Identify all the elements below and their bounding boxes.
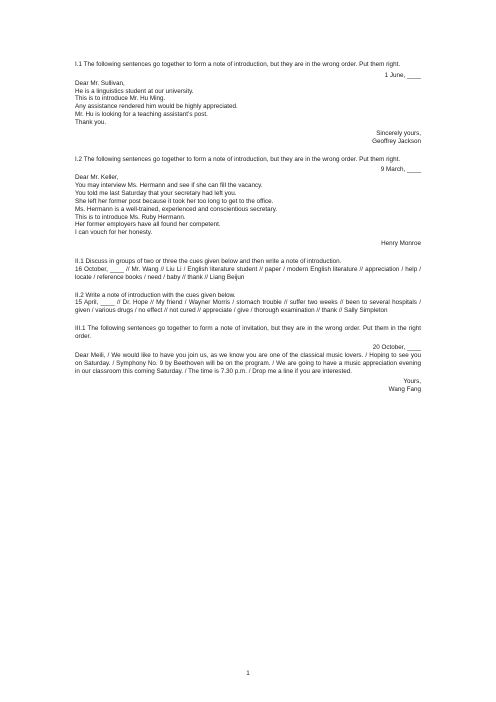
section-i2-line: She left her former post because it took her too long to get to the office. <box>75 197 274 205</box>
section-iii1-closing: Yours, <box>403 378 421 386</box>
section-i1-line: He is a linguistics student at our university. <box>75 87 194 95</box>
section-i2-line: You may interview Ms. Hermann and see if she can fill the vacancy. <box>75 182 263 190</box>
section-i1-line: Thank you. <box>75 119 107 127</box>
section-i2 <box>75 156 421 248</box>
section-i1-line: Mr. Hu is looking for a teaching assistant’s post. <box>75 111 208 119</box>
section-i2-instruction: I.2 The following sentences go together to form a note of introduction, but they are in the wrong order. Put them right. <box>75 155 401 163</box>
section-i1-closing: Sincerely yours, <box>376 129 421 137</box>
section-ii2-instruction: II.2 Write a note of introduction with the cues given below. <box>75 291 236 299</box>
section-i2-line: I can vouch for her honesty. <box>75 229 153 237</box>
section-i2-date: 9 March, ____ <box>380 166 421 174</box>
section-iii1-date: 20 October, ____ <box>372 343 421 351</box>
document-content <box>75 61 421 394</box>
section-i2-line: Her former employers have all found her competent. <box>75 221 221 229</box>
section-ii1-instruction: II.1 Discuss in groups of two or three the cues given below and then write a note of introduction. <box>75 258 342 266</box>
section-iii1-body: Dear Meili, / We would like to have you join us, as we know you are one of the classical music lovers. / Hoping to see you on Saturday. / Symphony No. 9 by Beethoven will be on the program. / We are going to have a music appreciation evening in our classroom this coming Saturday. / The time is 7.30 p.m. / Drop me a line if you are interested. <box>75 351 421 375</box>
section-i2-line: Dear Mr. Keller, <box>75 174 119 182</box>
section-i2-line: Ms. Hermann is a well-trained, experienced and conscientious secretary. <box>75 205 278 213</box>
section-i1 <box>75 61 421 146</box>
section-ii2 <box>75 292 421 316</box>
section-i2-signature: Henry Monroe <box>381 240 421 248</box>
section-i1-line: This is to introduce Mr. Hu Ming. <box>75 95 166 103</box>
section-i1-instruction: I.1 The following sentences go together to form a note of introduction, but they are in the wrong order. Put them right. <box>75 61 401 68</box>
section-i1-line: Dear Mr. Sullivan, <box>75 79 125 87</box>
section-i1-date: 1 June, ____ <box>384 71 421 79</box>
section-iii1-signature: Wang Fang <box>388 386 421 394</box>
section-ii1 <box>75 258 421 282</box>
section-i2-line: You told me last Saturday that your secretary had left you. <box>75 190 237 198</box>
section-ii2-cues: 15 April, ____ // Dr. Hope // My friend / Wayner Morris / stomach trouble // suffer two weeks // been to several hospitals / given / various drugs / no effect // not cured // appreciate / give / thorough examination // thank // Sally Simpleton <box>75 299 421 315</box>
section-i1-line: Any assistance rendered him would be highly appreciated. <box>75 103 238 111</box>
section-iii1-instruction: III.1 The following sentences go together to form a note of invitation, but they are in the wrong order. Put them in the right order. <box>75 325 421 341</box>
section-i2-line: This is to introduce Ms. Ruby Hermann. <box>75 213 186 221</box>
page-number: 1 <box>246 670 250 677</box>
section-ii1-cues: 16 October, ____ // Mr. Wang // Liu Li / English literature student // paper / modern English literature // appreciation / help / locate / reference books / need / baby // thank // Liang Beijun <box>75 265 421 281</box>
section-i1-signature: Geoffrey Jackson <box>372 137 421 145</box>
section-iii1 <box>75 325 421 394</box>
